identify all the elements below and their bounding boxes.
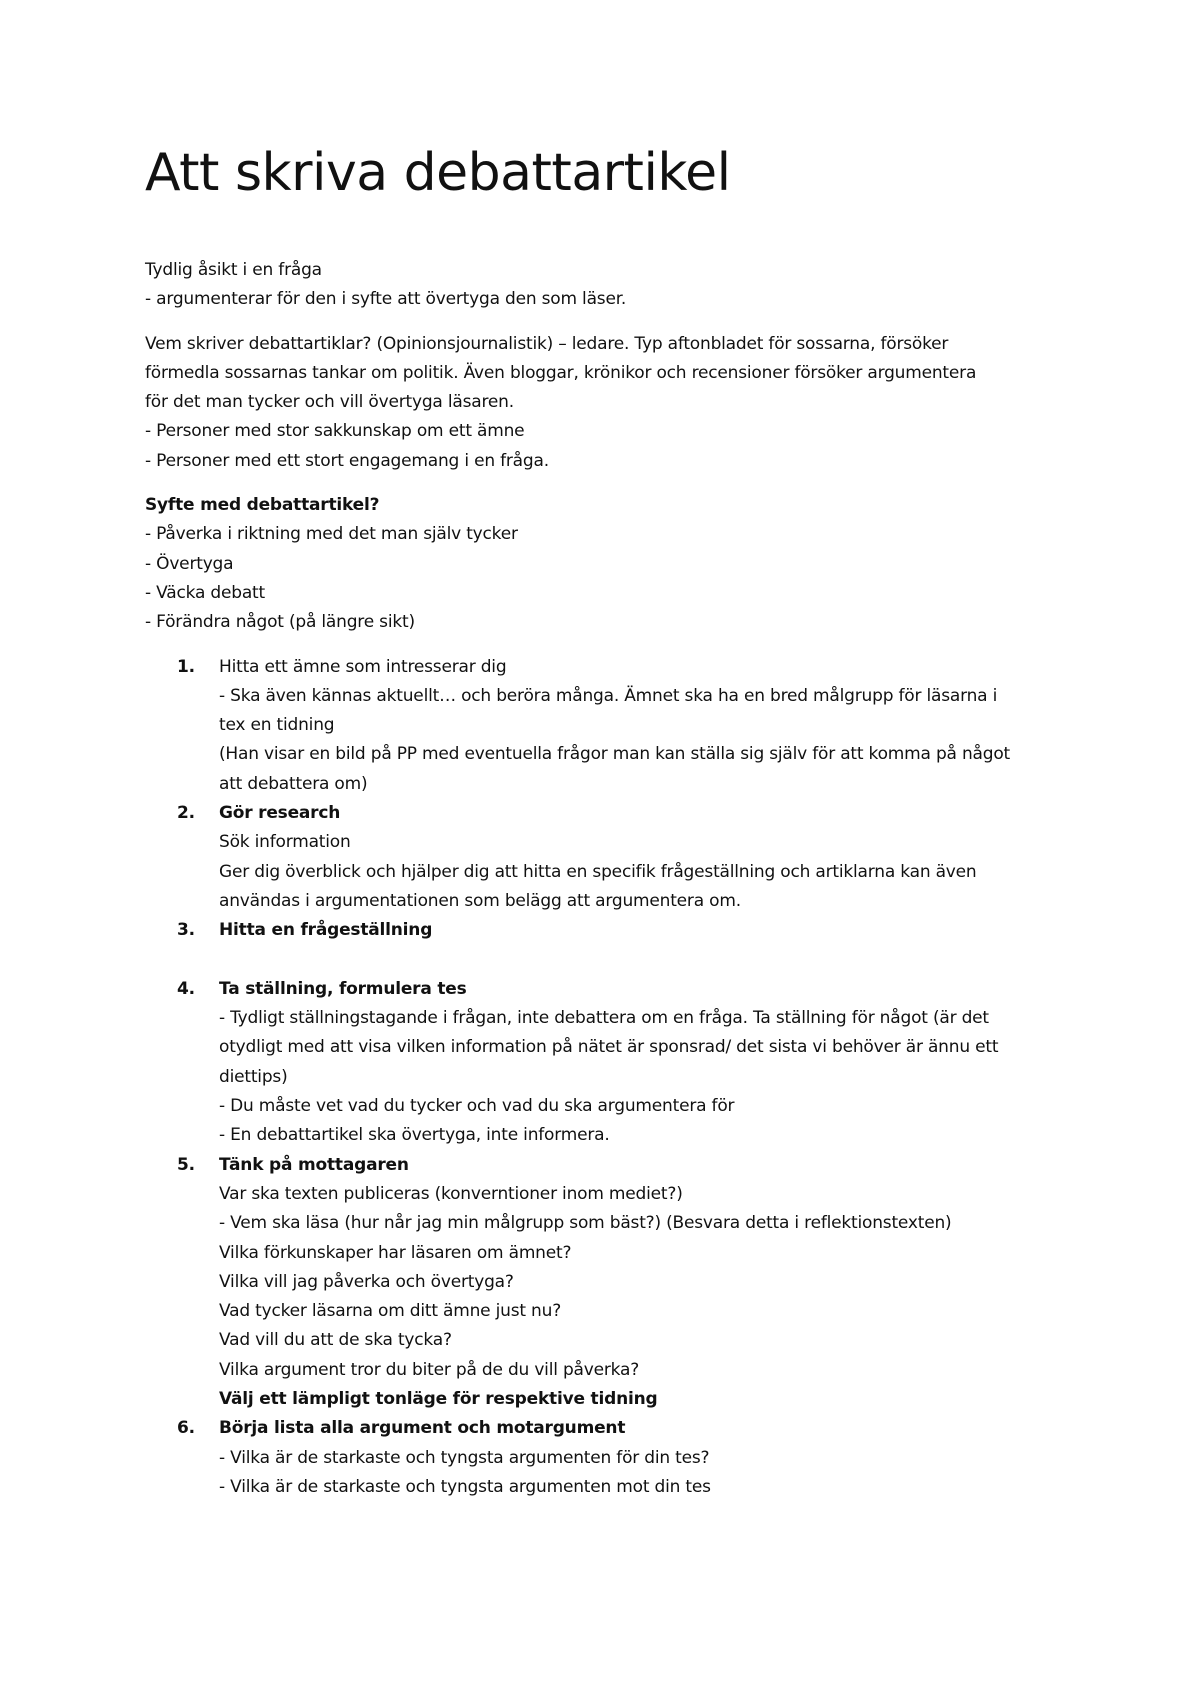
emphasis-line: Välj ett lämpligt tonläge för respektive tidning	[219, 1388, 658, 1409]
text-line: diettips)	[219, 1066, 288, 1087]
text-line: - argumenterar för den i syfte att övertyga den som läser.	[145, 289, 627, 310]
text-line: för det man tycker och vill övertyga läsaren.	[145, 392, 514, 413]
step-item	[145, 653, 1075, 799]
text-line: Vad tycker läsarna om ditt ämne just nu?	[219, 1301, 562, 1322]
step-item	[145, 975, 1075, 1151]
step-item	[145, 1414, 1075, 1502]
text-line: - Personer med ett stort engagemang i en fråga.	[145, 450, 549, 471]
step-number: 2.	[177, 803, 195, 824]
step-item	[145, 799, 1075, 916]
step-title: Hitta en frågeställning	[219, 920, 433, 941]
text-line: otydligt med att visa vilken information på nätet är sponsrad/ det sista vi behöver är ännu ett	[219, 1037, 999, 1058]
step-title: Ta ställning, formulera tes	[219, 978, 467, 999]
text-line: Vilka förkunskaper har läsaren om ämnet?	[219, 1242, 572, 1263]
purpose-section	[145, 491, 1075, 637]
intro-paragraph	[145, 256, 1075, 315]
step-number: 5.	[177, 1154, 195, 1175]
step-number: 4.	[177, 978, 195, 999]
text-line: (Han visar en bild på PP med eventuella frågor man kan ställa sig själv för att komma på något	[219, 744, 1010, 765]
text-line: - Ska även kännas aktuellt… och beröra många. Ämnet ska ha en bred målgrupp för läsarna i	[219, 685, 998, 706]
text-line: - Övertyga	[145, 553, 234, 574]
text-line: Vem skriver debattartiklar? (Opinionsjournalistik) – ledare. Typ aftonbladet för sossarna, försöker	[145, 333, 949, 354]
step-title: Hitta ett ämne som intresserar dig	[219, 656, 507, 677]
step-number: 1.	[177, 656, 195, 677]
step-title: Tänk på mottagaren	[219, 1154, 409, 1175]
steps-list	[145, 653, 1075, 1503]
text-line: att debattera om)	[219, 773, 368, 794]
step-title: Börja lista alla argument och motargument	[219, 1418, 626, 1439]
text-line: - Påverka i riktning med det man själv tycker	[145, 524, 518, 545]
text-line: användas i argumentationen som belägg att argumentera om.	[219, 890, 741, 911]
text-line: - Du måste vet vad du tycker och vad du ska argumentera för	[219, 1096, 735, 1117]
step-number: 3.	[177, 920, 195, 941]
page-title: Att skriva debattartikel	[145, 143, 731, 203]
document-content	[145, 138, 1075, 1502]
text-line: Vilka argument tror du biter på de du vill påverka?	[219, 1359, 640, 1380]
text-line: - Vilka är de starkaste och tyngsta argumenten för din tes?	[219, 1447, 710, 1468]
text-line: tex en tidning	[219, 715, 335, 736]
step-number: 6.	[177, 1418, 195, 1439]
text-line: - Förändra något (på längre sikt)	[145, 612, 415, 633]
step-item	[145, 916, 1075, 975]
step-item	[145, 1151, 1075, 1415]
text-line: Var ska texten publiceras (konverntioner inom mediet?)	[219, 1183, 683, 1204]
text-line: Ger dig överblick och hjälper dig att hitta en specifik frågeställning och artiklarna kan även	[219, 861, 977, 882]
text-line: - Tydligt ställningstagande i frågan, inte debattera om en fråga. Ta ställning för något (är det	[219, 1008, 989, 1029]
text-line: - En debattartikel ska övertyga, inte informera.	[219, 1125, 610, 1146]
step-title: Gör research	[219, 803, 341, 824]
text-line: - Personer med stor sakkunskap om ett ämne	[145, 421, 525, 442]
text-line: förmedla sossarnas tankar om politik. Även bloggar, krönikor och recensioner försöker argumentera	[145, 362, 977, 383]
text-line: Sök information	[219, 832, 351, 853]
text-line: - Väcka debatt	[145, 582, 265, 603]
text-line: Vad vill du att de ska tycka?	[219, 1330, 452, 1351]
text-line: Vilka vill jag påverka och övertyga?	[219, 1271, 514, 1292]
text-line: - Vilka är de starkaste och tyngsta argumenten mot din tes	[219, 1476, 711, 1497]
text-line: Tydlig åsikt i en fråga	[145, 260, 322, 280]
text-line: - Vem ska läsa (hur når jag min målgrupp som bäst?) (Besvara detta i reflektionstexten)	[219, 1213, 952, 1234]
writers-paragraph	[145, 330, 1075, 476]
purpose-heading: Syfte med debattartikel?	[145, 495, 380, 516]
